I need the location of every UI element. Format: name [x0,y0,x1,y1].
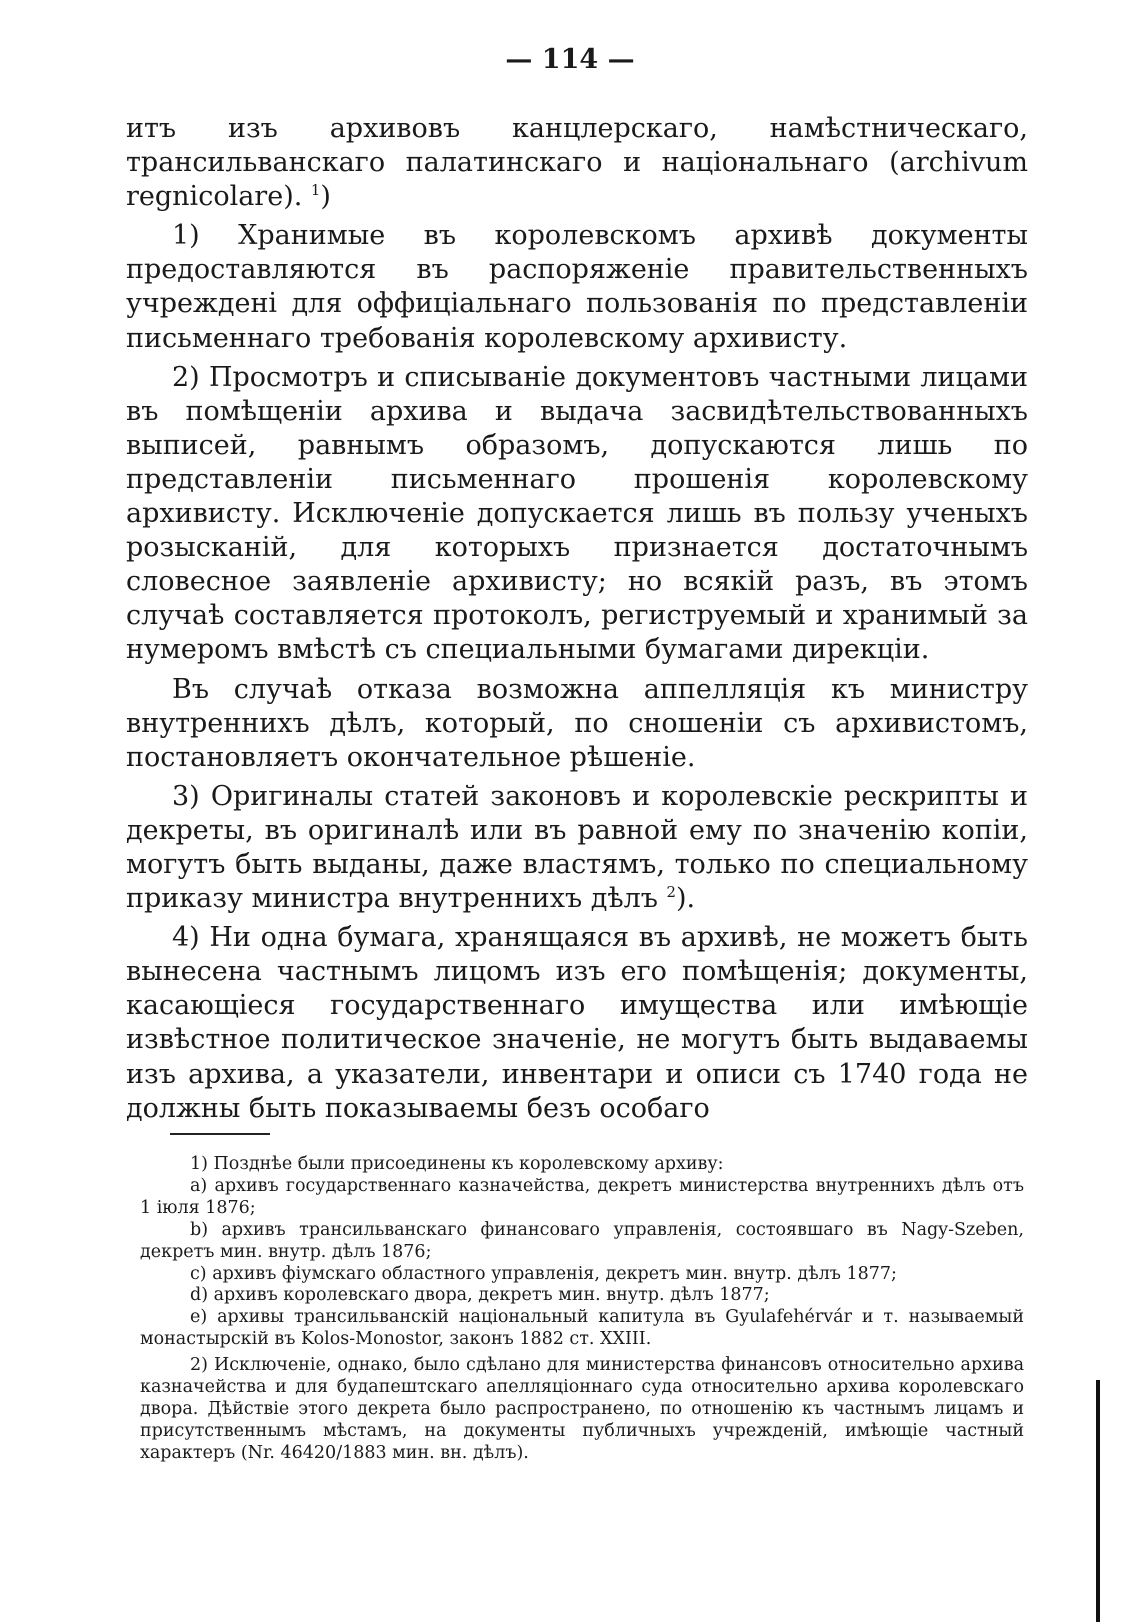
footnote-divider [170,1133,270,1135]
footnote-1-item-b: b) архивъ трансильванскаго финансоваго управленія, состоявшаго въ Nagy-Szeben, декретъ мин. внутр. дѣлъ 1876; [140,1219,1024,1262]
rule-3-paragraph [126,780,1028,916]
main-text [126,112,1028,1126]
intro-paragraph [126,112,1028,214]
footnote-ref-1: 1 [310,181,321,200]
footnote-1-item-a: a) архивъ государственнаго казначейства, декретъ министерства внутреннихъ дѣлъ отъ 1 іюля 1876; [140,1175,1024,1218]
page-number: — 114 — [505,44,635,75]
appeal-paragraph: Въ случаѣ отказа возможна аппелляція къ министру внутреннихъ дѣлъ, который, по сношеніи съ архивистомъ, постановляетъ окончательное рѣшеніе. [126,673,1028,773]
footnote-1-title: 1) Позднѣе были присоединены къ королевскому архиву: [190,1154,724,1174]
rule-2-paragraph: 2) Просмотръ и списываніе документовъ частными лицами въ помѣщеніи архива и выдача засвидѣтельствованныхъ выписей, равнымъ образомъ, допускаются лишь по представленіи письменнаго прошенія королевскому архивисту. Исключеніе допускается лишь въ пользу ученыхъ розысканій, для которыхъ признается достаточнымъ словесное заявленіе архивисту; но всякій разъ, въ этомъ случаѣ составляется протоколъ, региструемый и хранимый за нумеромъ вмѣстѣ съ специальными бумагами дирекціи. [126,361,1028,666]
rule-4-paragraph: 4) Ни одна бумага, хранящаяся въ архивѣ, не можетъ быть вынесена частнымъ лицомъ изъ его помѣщенія; документы, касающіеся государственнаго имущества или имѣющіе извѣстное политическое значеніе, не могутъ быть выдаваемы изъ архива, а указатели, инвентари и описи съ 1740 года не должны быть показываемы безъ особаго [126,922,1028,1124]
intro-close: ) [320,181,331,213]
rule-3-text: 3) Оригиналы статей законовъ и королевскіе рескрипты и декреты, въ оригиналѣ или въ равной ему по значенію копіи, могутъ быть выданы, даже властямъ, только по специальному приказу министра внутреннихъ дѣлъ [126,780,1028,915]
footnote-1-item-c: c) архивъ фіумскаго областного управленія, декретъ мин. внутр. дѣлъ 1877; [190,1263,897,1284]
intro-text: итъ изъ архивовъ канцлерскаго, намѣстническаго, трансильванскаго палатинскаго и національнаго (archivum regnicolare). [126,113,1028,213]
footnote-1-item-e: e) архивы трансильванскій національный капитула въ Gyulafehérvár и т. называемый монастырскій въ Kolos-Monostor, законъ 1882 ст. XXIII. [140,1307,1024,1350]
rule-1-paragraph: 1) Хранимые въ королевскомъ архивѣ документы предоставляются въ распоряженіе правительственныхъ учрежденi для оффиціальнаго пользованія по представленіи письменнаго требованія королевскому архивисту. [126,220,1028,354]
footnote-1-item-d: d) архивъ королевскаго двора, декретъ мин. внутр. дѣлъ 1877; [190,1285,770,1306]
footnotes [140,1154,1024,1465]
footnote-2: 2) Исключеніе, однако, было сдѣлано для министерства финансовъ относительно архива казначейства и для будапештскаго апелляціоннаго суда относительно архива королевскаго двора. Дѣйствіе этого декрета было распространено, по отношенію къ частнымъ лицамъ и присутственнымъ мѣстамъ, на документы публичныхъ учрежденій, имѣющіе частный характеръ (Nr. 46420/1883 мин. вн. дѣлъ). [140,1355,1024,1463]
rule-3-close: ). [676,883,696,915]
binding-edge-mark [1096,1380,1100,1622]
footnote-ref-2: 2 [666,883,676,902]
